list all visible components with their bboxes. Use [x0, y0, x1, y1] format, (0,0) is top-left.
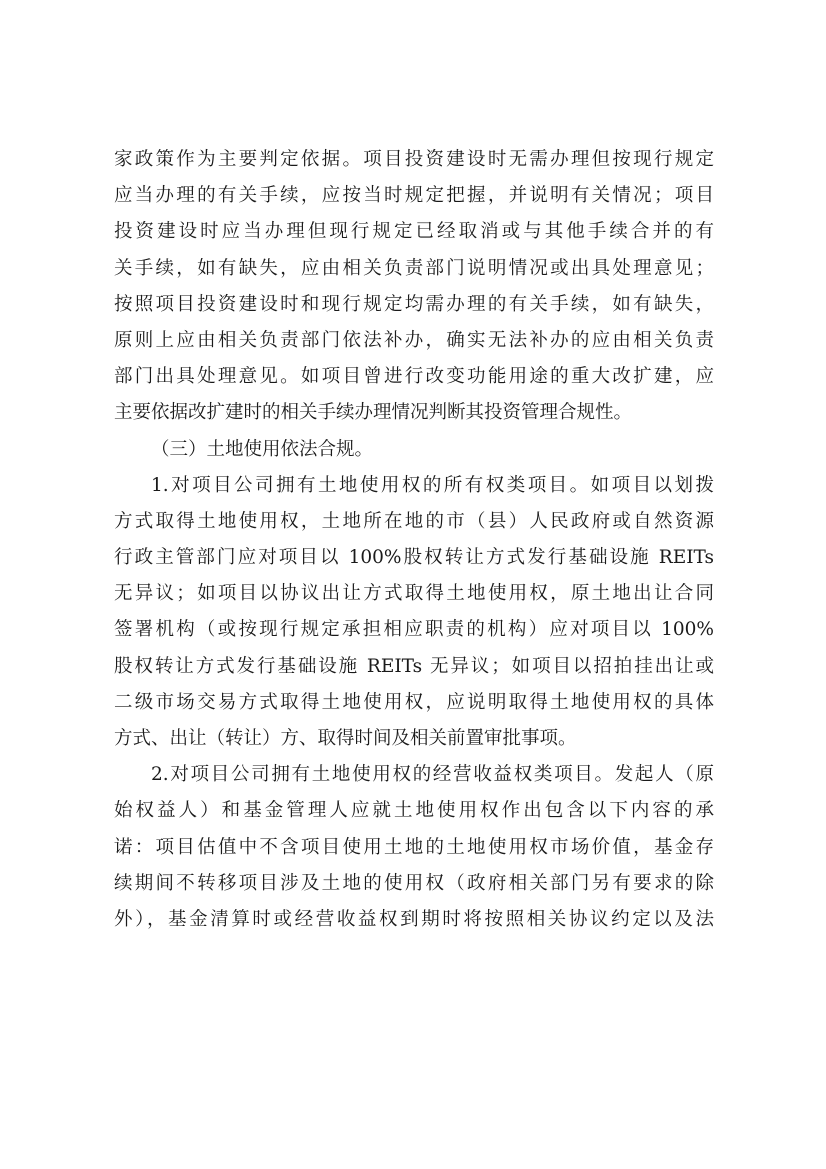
paragraph-line: 签署机构（或按现行规定承担相应职责的机构）应对项目以 100% [114, 619, 714, 641]
paragraph-line: 关手续，如有缺失，应由相关负责部门说明情况或出具处理意见； [114, 257, 714, 279]
paragraph-line: 1.对项目公司拥有土地使用权的所有权类项目。如项目以划拨 [151, 474, 714, 496]
paragraph-line: 股权转让方式发行基础设施 REITs 无异议；如项目以招拍挂出让或 [114, 655, 714, 677]
paragraph-line: 2.对项目公司拥有土地使用权的经营收益权类项目。发起人（原 [151, 764, 714, 786]
paragraph-line: 按照项目投资建设时和现行规定均需办理的有关手续，如有缺失， [114, 293, 714, 315]
paragraph-line: 家政策作为主要判定依据。项目投资建设时无需办理但按现行规定 [114, 149, 714, 170]
paragraph-line: 原则上应由相关负责部门依法补办，确实无法补办的应由相关负责 [114, 329, 714, 351]
section-heading: （三）土地使用依法合规。 [151, 438, 374, 460]
paragraph-line: 主要依据改扩建时的相关手续办理情况判断其投资管理合规性。 [114, 402, 633, 424]
paragraph-line: 投资建设时应当办理但现行规定已经取消或与其他手续合并的有 [114, 221, 714, 243]
paragraph-line: 无异议；如项目以协议出让方式取得土地使用权，原土地出让合同 [114, 583, 714, 605]
paragraph-line: 二级市场交易方式取得土地使用权，应说明取得土地使用权的具体 [114, 691, 714, 713]
paragraph-line: 部门出具处理意见。如项目曾进行改变功能用途的重大改扩建，应 [114, 366, 714, 388]
paragraph-line: 续期间不转移项目涉及土地的使用权（政府相关部门另有要求的除 [114, 872, 714, 894]
paragraph-line: 外），基金清算时或经营收益权到期时将按照相关协议约定以及法 [114, 908, 714, 930]
paragraph-line: 始权益人）和基金管理人应就土地使用权作出包含以下内容的承 [114, 800, 714, 822]
document-body [114, 142, 714, 938]
paragraph-line: 方式取得土地使用权，土地所在地的市（县）人民政府或自然资源 [114, 510, 714, 532]
paragraph-line: 行政主管部门应对项目以 100%股权转让方式发行基础设施 REITs [114, 547, 714, 569]
paragraph-line: 诺：项目估值中不含项目使用土地的土地使用权市场价值，基金存 [114, 836, 714, 858]
paragraph-line: 应当办理的有关手续，应按当时规定把握，并说明有关情况；项目 [114, 185, 714, 207]
paragraph-line: 方式、出让（转让）方、取得时间及相关前置审批事项。 [114, 728, 577, 749]
